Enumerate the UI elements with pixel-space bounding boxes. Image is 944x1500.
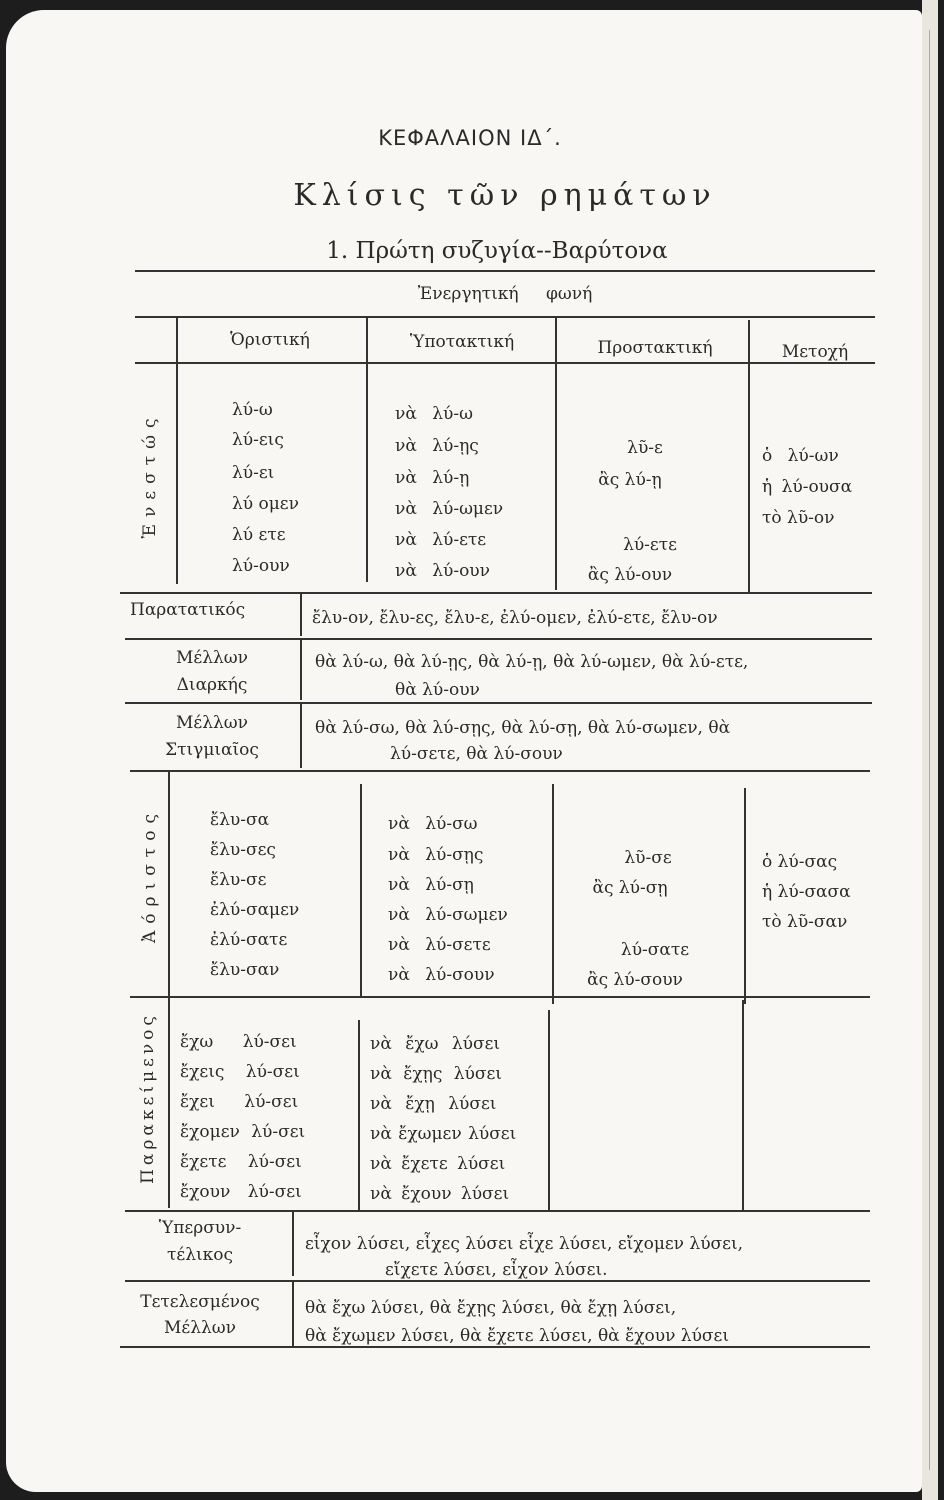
aorist-imperative-3: λύ-σατε — [620, 940, 690, 960]
future-perfect-line-2: θὰ ἔχωμεν λύσει, θὰ ἔχετε λύσει, θὰ ἔχουν λύσει — [305, 1326, 729, 1346]
column-divider — [360, 784, 362, 998]
voice-header: Ἐνεργητική φωνή — [417, 284, 593, 304]
tense-label-imperfect: Παρατατικός — [130, 600, 246, 620]
tense-label-future-simple-2: Στιγμιαῖος — [165, 740, 259, 760]
present-subjunctive-4: νὰ λύ-ωμεν — [395, 499, 504, 519]
aorist-subjunctive-3: νὰ λύ-σῃ — [388, 875, 474, 895]
perfect-subjunctive-3: νὰ ἔχῃ λύσει — [370, 1094, 497, 1114]
aorist-imperative-4: ἂς λύ-σουν — [587, 970, 683, 990]
perfect-indicative-6: ἔχουν λύ-σει — [180, 1182, 302, 1202]
pluperfect-line-1: εἶχον λύσει, εἶχες λύσει εἶχε λύσει, εἴχομεν λύσει, — [305, 1234, 744, 1254]
mood-imperative-header: Προστακτική — [597, 338, 713, 358]
mood-subjunctive-header: Ὑποτακτική — [409, 332, 515, 352]
rule — [130, 770, 870, 772]
aorist-participle-3: τὸ λῦ-σαν — [762, 912, 848, 932]
column-divider — [555, 318, 557, 590]
present-subjunctive-2: νὰ λύ-ῃς — [395, 436, 479, 456]
tense-label-future-perfect-1: Τετελεσμένος — [140, 1292, 260, 1312]
column-divider — [366, 318, 368, 582]
imperfect-forms: ἔλυ-ον, ἔλυ-ες, ἔλυ-ε, ἐλύ-ομεν, ἐλύ-ετε, ἔλυ-ον — [312, 608, 718, 628]
aorist-subjunctive-6: νὰ λύ-σουν — [388, 965, 495, 985]
present-imperative-1: λῦ-ε — [627, 438, 663, 458]
rule — [120, 592, 872, 594]
rule — [135, 316, 875, 318]
column-divider — [300, 640, 302, 700]
page-subtitle: 1. Πρώτη συζυγία--Βαρύτονα — [326, 238, 668, 264]
present-indicative-5: λύ ετε — [232, 525, 286, 545]
column-divider — [300, 704, 302, 768]
present-participle-1: ὁ λύ-ων — [762, 446, 839, 466]
column-divider — [168, 772, 170, 998]
tense-label-aorist: Ἀόριστος — [140, 807, 160, 943]
column-divider — [548, 1010, 550, 1210]
tense-label-future-simple-1: Μέλλων — [176, 713, 248, 733]
perfect-indicative-2: ἔχεις λύ-σει — [180, 1062, 300, 1082]
future-simple-line-2: λύ-σετε, θὰ λύ-σουν — [390, 744, 563, 764]
perfect-subjunctive-6: νὰ ἔχουν λύσει — [370, 1184, 510, 1204]
column-divider — [358, 1020, 360, 1210]
present-imperative-4: ἂς λύ-ουν — [587, 565, 673, 585]
aorist-imperative-2: ἂς λύ-σῃ — [592, 878, 668, 898]
aorist-participle-1: ὁ λύ-σας — [762, 852, 838, 872]
chapter-heading: ΚΕΦΑΛΑΙΟΝ ΙΔ΄. — [378, 126, 562, 150]
aorist-subjunctive-1: νὰ λύ-σω — [388, 814, 478, 834]
aorist-indicative-4: ἐλύ-σαμεν — [210, 900, 300, 920]
column-divider — [168, 996, 170, 1208]
mood-participle-header: Μετοχή — [781, 342, 849, 362]
present-subjunctive-3: νὰ λύ-ῃ — [395, 468, 470, 488]
present-indicative-2: λύ-εις — [232, 430, 284, 450]
perfect-subjunctive-5: νὰ ἔχετε λύσει — [370, 1154, 506, 1174]
rule — [125, 1210, 870, 1212]
present-subjunctive-1: νὰ λύ-ω — [395, 404, 473, 424]
page-gutter — [922, 0, 938, 1500]
present-imperative-2: ἂς λύ-ῃ — [598, 470, 662, 490]
perfect-subjunctive-2: νὰ ἔχῃς λύσει — [370, 1064, 502, 1084]
perfect-indicative-4: ἔχομεν λύ-σει — [180, 1122, 306, 1142]
aorist-indicative-3: ἔλυ-σε — [210, 870, 267, 890]
aorist-indicative-1: ἔλυ-σα — [210, 810, 270, 830]
tense-label-perfect: Παρακείμενος — [138, 1012, 158, 1184]
rule — [125, 1280, 870, 1282]
tense-label-future-continuous-1: Μέλλων — [176, 648, 248, 668]
mood-indicative-header: Ὁριστική — [230, 330, 310, 350]
tense-label-pluperfect-2: τέλικος — [166, 1245, 234, 1265]
rule — [120, 1346, 870, 1348]
column-divider — [176, 316, 178, 584]
perfect-indicative-1: ἔχω λύ-σει — [180, 1032, 297, 1052]
column-divider — [552, 784, 554, 1004]
present-participle-3: τὸ λῦ-ον — [762, 508, 835, 528]
tense-label-present: Ἐνεστώς — [140, 411, 160, 539]
future-continuous-line-1: θὰ λύ-ω, θὰ λύ-ῃς, θὰ λύ-ῃ, θὰ λύ-ωμεν, θὰ λύ-ετε, — [315, 652, 749, 672]
tense-label-pluperfect-1: Ὑπερσυν- — [158, 1218, 242, 1238]
present-imperative-3: λύ-ετε — [623, 535, 677, 555]
present-indicative-6: λύ-ουν — [232, 556, 290, 576]
present-indicative-3: λύ-ει — [232, 463, 275, 483]
perfect-subjunctive-1: νὰ ἔχω λύσει — [370, 1034, 501, 1054]
present-participle-2: ἡ λύ-ουσα — [762, 477, 853, 497]
gutter-rule — [929, 30, 930, 1470]
perfect-subjunctive-4: νὰ ἔχωμεν λύσει — [370, 1124, 517, 1144]
present-subjunctive-5: νὰ λύ-ετε — [395, 530, 487, 550]
future-continuous-line-2: θὰ λύ-ουν — [395, 680, 480, 700]
column-divider — [300, 594, 302, 636]
tense-label-future-perfect-2: Μέλλων — [164, 1318, 236, 1338]
rule — [130, 996, 870, 998]
aorist-imperative-1: λῦ-σε — [624, 848, 672, 868]
perfect-indicative-5: ἔχετε λύ-σει — [180, 1152, 302, 1172]
rule — [135, 270, 875, 272]
future-simple-line-1: θὰ λύ-σω, θὰ λύ-σῃς, θὰ λύ-σῃ, θὰ λύ-σωμεν, θὰ — [315, 718, 731, 738]
page-title: Κλίσις τῶν ρημάτων — [293, 178, 717, 213]
aorist-indicative-6: ἔλυ-σαν — [210, 960, 280, 980]
present-indicative-4: λύ ομεν — [232, 494, 299, 514]
present-indicative-1: λύ-ω — [232, 400, 273, 420]
rule — [135, 362, 875, 364]
pluperfect-line-2: εἴχετε λύσει, εἶχον λύσει. — [385, 1260, 608, 1280]
aorist-indicative-2: ἔλυ-σες — [210, 840, 276, 860]
future-perfect-line-1: θὰ ἔχω λύσει, θὰ ἔχῃς λύσει, θὰ ἔχῃ λύσει, — [305, 1298, 677, 1318]
present-subjunctive-6: νὰ λύ-ουν — [395, 561, 490, 581]
column-divider — [748, 320, 750, 592]
aorist-subjunctive-5: νὰ λύ-σετε — [388, 935, 491, 955]
rule — [125, 702, 872, 704]
aorist-indicative-5: ἐλύ-σατε — [210, 930, 288, 950]
tense-label-future-continuous-2: Διαρκής — [176, 675, 248, 695]
column-divider — [292, 1212, 294, 1276]
column-divider — [292, 1282, 294, 1346]
column-divider — [744, 788, 746, 1004]
column-divider — [742, 1000, 744, 1210]
aorist-subjunctive-4: νὰ λύ-σωμεν — [388, 905, 508, 925]
aorist-participle-2: ἡ λύ-σασα — [762, 882, 851, 902]
aorist-subjunctive-2: νὰ λύ-σῃς — [388, 845, 484, 865]
perfect-indicative-3: ἔχει λύ-σει — [180, 1092, 299, 1112]
rule — [125, 638, 872, 640]
